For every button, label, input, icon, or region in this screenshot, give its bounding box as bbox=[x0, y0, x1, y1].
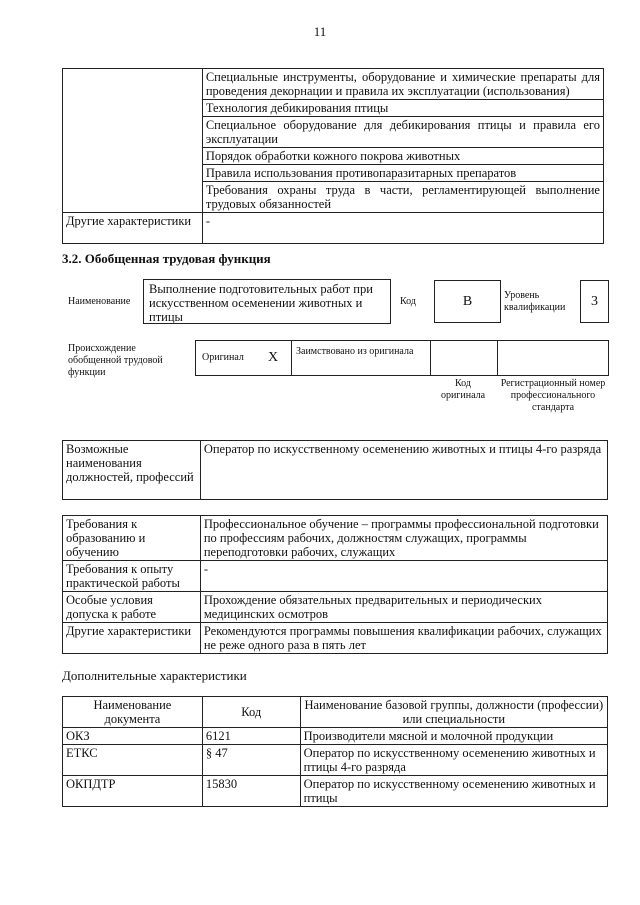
requirement-value: Профессиональное обучение – программы профессиональной подготовки по профессиям рабочих, должностям служащих, программы переподготовки рабочих, служащих bbox=[200, 516, 607, 561]
borrowed-label: Заимствовано из оригинала bbox=[296, 346, 414, 357]
table-row bbox=[63, 776, 608, 807]
function-name-box bbox=[143, 279, 391, 324]
requirement-label: Особые условия допуска к работе bbox=[63, 592, 201, 623]
qualification-level-label: Уровень квалификации bbox=[504, 290, 566, 313]
table-row bbox=[63, 561, 608, 592]
page-number: 11 bbox=[313, 24, 327, 39]
level-value: 3 bbox=[591, 294, 598, 309]
positions-value: Оператор по искусственному осеменению животных и птицы 4-го разряда bbox=[200, 441, 607, 500]
column-header: Наименование документа bbox=[63, 697, 203, 728]
code-cell: § 47 bbox=[202, 745, 300, 776]
doc-cell: ОКПДТР bbox=[63, 776, 203, 807]
level-box bbox=[580, 280, 609, 323]
table-row bbox=[63, 69, 604, 100]
knowledge-item: Правила использования противопаразитарных препаратов bbox=[202, 165, 603, 182]
positions-label: Возможные наименования должностей, профессий bbox=[63, 441, 201, 500]
positions-table bbox=[62, 440, 608, 500]
original-code-caption: Код оригинала bbox=[440, 378, 486, 401]
function-name-value: Выполнение подготовительных работ при искусственном осеменении животных и птицы bbox=[149, 282, 373, 324]
empty-label-cell bbox=[63, 69, 203, 213]
name-cell: Производители мясной и молочной продукции bbox=[300, 728, 607, 745]
other-characteristics-label: Другие характеристики bbox=[63, 213, 203, 244]
requirement-label: Другие характеристики bbox=[63, 623, 201, 654]
doc-cell: ОКЗ bbox=[63, 728, 203, 745]
knowledge-item: Специальное оборудование для дебикирования птицы и правила его эксплуатации bbox=[202, 117, 603, 148]
knowledge-table bbox=[62, 68, 604, 244]
knowledge-item: Порядок обработки кожного покрова животных bbox=[202, 148, 603, 165]
origin-label: Происхождение обобщенной трудовой функции bbox=[68, 343, 163, 378]
table-row bbox=[63, 516, 608, 561]
additional-title: Дополнительные характеристики bbox=[62, 668, 247, 683]
name-cell: Оператор по искусственному осеменению животных и птицы bbox=[300, 776, 607, 807]
code-box bbox=[434, 280, 501, 323]
registration-number-caption: Регистрационный номер профессионального стандарта bbox=[500, 378, 606, 413]
requirement-value: Рекомендуются программы повышения квалификации рабочих, служащих не реже одного раза в пять лет bbox=[200, 623, 607, 654]
requirements-table bbox=[62, 515, 608, 654]
code-cell: 6121 bbox=[202, 728, 300, 745]
table-row bbox=[63, 441, 608, 500]
table-row bbox=[63, 745, 608, 776]
other-characteristics-value: - bbox=[202, 213, 603, 244]
code-value: B bbox=[462, 294, 473, 309]
section-title: 3.2. Обобщенная трудовая функция bbox=[62, 251, 271, 266]
requirement-label: Требования к опыту практической работы bbox=[63, 561, 201, 592]
original-mark: X bbox=[268, 350, 279, 365]
additional-table bbox=[62, 696, 608, 807]
requirement-value: - bbox=[200, 561, 607, 592]
origin-box bbox=[195, 340, 609, 376]
column-header: Код bbox=[202, 697, 300, 728]
name-cell: Оператор по искусственному осеменению животных и птицы 4-го разряда bbox=[300, 745, 607, 776]
table-row bbox=[63, 728, 608, 745]
table-header-row bbox=[63, 697, 608, 728]
code-cell: 15830 bbox=[202, 776, 300, 807]
function-name-label: Наименование bbox=[68, 296, 131, 307]
original-label: Оригинал bbox=[202, 352, 244, 363]
requirement-label: Требования к образованию и обучению bbox=[63, 516, 201, 561]
column-header: Наименование базовой группы, должности (профессии) или специальности bbox=[300, 697, 607, 728]
knowledge-item: Специальные инструменты, оборудование и химические препараты для проведения декорнации и правила их эксплуатации (использования) bbox=[202, 69, 603, 100]
table-row bbox=[63, 592, 608, 623]
knowledge-item: Требования охраны труда в части, регламентирующей выполнение трудовых обязанностей bbox=[202, 182, 603, 213]
doc-cell: ЕТКС bbox=[63, 745, 203, 776]
table-row bbox=[63, 213, 604, 244]
knowledge-item: Технология дебикирования птицы bbox=[202, 100, 603, 117]
code-label: Код bbox=[400, 296, 416, 307]
table-row bbox=[63, 623, 608, 654]
requirement-value: Прохождение обязательных предварительных и периодических медицинских осмотров bbox=[200, 592, 607, 623]
